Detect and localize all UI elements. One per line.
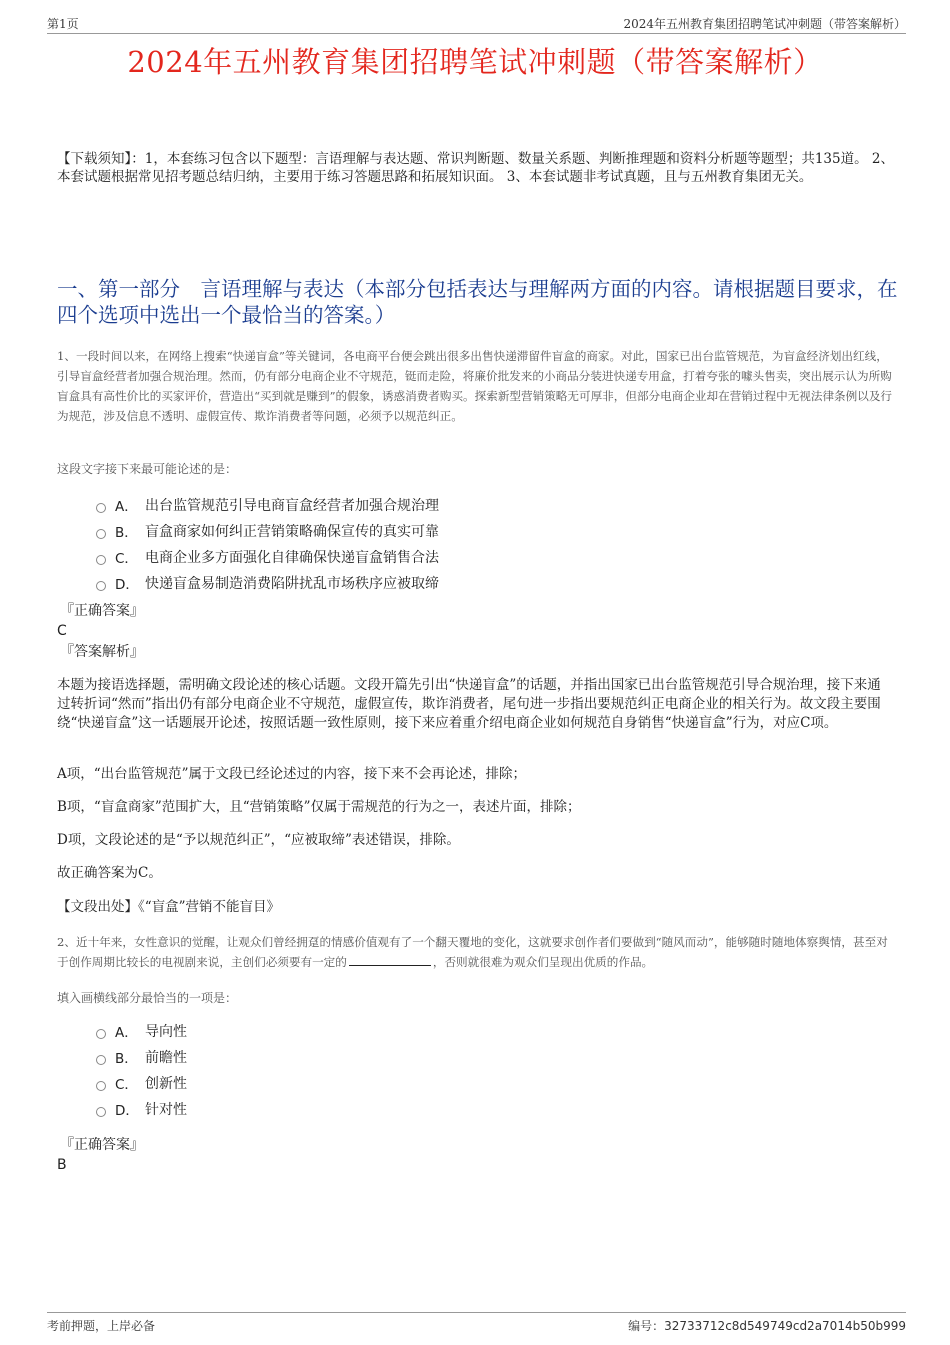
analysis-paragraph: 本题为接语选择题，需明确文段论述的核心话题。文段开篇先引出“快递盲盒”的话题，并指出国家已出台监管规范引导合规治理，接下来通过转折词“然而”指出仍有部分电商企业不守规范，虚假宣传，欺诈消费者，尾句进一步指出要规范纠正电商企业的相关行为。故文段主要围绕“快递盲盒”这一话题展开论述，按照话题一致性原则，接下来应着重介绍电商企业如何规范自身销售“快递盲盒”行为，对应C项。 — [57, 677, 881, 731]
radio-icon[interactable] — [96, 503, 106, 513]
stem-text: 2、近十年来，女性意识的觉醒，让观众们曾经拥趸的情感价值观有了一个翻天覆地的变化，这就要求创作者们要做到“随风而动”，能够随时随地体察舆情，甚至对于创作周期比较长的电视剧来说，主创们必须要有一定的 — [57, 935, 888, 969]
option-text: 出台监管规范引导电商盲盒经营者加强合规治理 — [145, 498, 439, 514]
answer-value: B — [57, 1157, 67, 1173]
analysis-label: 『答案解析』 — [60, 644, 144, 660]
option-key: C． — [115, 551, 138, 567]
question-2-options — [96, 1018, 187, 1122]
fill-blank — [349, 953, 431, 966]
answer-label: 『正确答案』 — [60, 603, 144, 619]
option-key: D． — [115, 1103, 139, 1119]
analysis-paragraph: A项，“出台监管规范”属于文段已经论述过的内容，接下来不会再论述，排除； — [57, 766, 527, 782]
analysis-paragraph: B项，“盲盒商家”范围扩大，且“营销策略”仅属于需规范的行为之一，表述片面，排除； — [57, 799, 581, 815]
option-b[interactable] — [96, 518, 439, 544]
option-a[interactable] — [96, 1018, 187, 1044]
option-c[interactable] — [96, 544, 439, 570]
option-text: 前瞻性 — [145, 1050, 187, 1066]
page-number: 第1页 — [47, 17, 79, 31]
radio-icon[interactable] — [96, 1055, 106, 1065]
header-doc-title: 2024年五州教育集团招聘笔试冲刺题（带答案解析） — [623, 17, 906, 31]
option-d[interactable] — [96, 570, 439, 596]
footer-slogan: 考前押题，上岸必备 — [47, 1319, 156, 1333]
code-value: 32733712c8d549749cd2a7014b50b999 — [664, 1319, 906, 1333]
stem-text: ，否则就很难为观众们呈现出优质的作品。 — [432, 955, 654, 969]
analysis-conclusion: 故正确答案为C。 — [57, 865, 162, 881]
page-footer — [47, 1312, 906, 1333]
option-text: 创新性 — [145, 1076, 187, 1092]
download-notice: 【下载须知】：1，本套练习包含以下题型：言语理解与表达题、常识判断题、数量关系题、判断推理题和资料分析题等题型；共135道。 2、本套试题根据常见招考题总结归纳，主要用于练习答题思路和拓展知识面。 3、本套试题非考试真题，且与五州教育集团无关。 — [57, 151, 894, 185]
text-source: 【文段出处】《“盲盒”营销不能盲目》 — [57, 899, 281, 915]
option-b[interactable] — [96, 1044, 187, 1070]
page-header — [47, 15, 906, 34]
answer-label: 『正确答案』 — [60, 1137, 144, 1153]
option-key: A． — [115, 1025, 138, 1041]
radio-icon[interactable] — [96, 1029, 106, 1039]
option-text: 盲盒商家如何纠正营销策略确保宣传的真实可靠 — [145, 524, 439, 540]
option-text: 导向性 — [145, 1024, 187, 1040]
document-title: 2024年五州教育集团招聘笔试冲刺题（带答案解析） — [127, 45, 823, 79]
code-label: 编号： — [628, 1319, 665, 1333]
option-key: B． — [115, 525, 138, 541]
question-1-prompt: 这段文字接下来最可能论述的是： — [57, 462, 238, 476]
option-c[interactable] — [96, 1070, 187, 1096]
radio-icon[interactable] — [96, 1081, 106, 1091]
option-key: B． — [115, 1051, 138, 1067]
option-text: 针对性 — [145, 1102, 187, 1118]
question-1-stem: 1、一段时间以来，在网络上搜索“快递盲盒”等关键词，各电商平台便会跳出很多出售快递滞留件盲盒的商家。对此，国家已出台监管规范，为盲盒经济划出红线，引导盲盒经营者加强合规治理。然而，仍有部分电商企业不守规范，铤而走险，将廉价批发来的小商品分装进快递专用盒，打着夸张的噱头售卖，突出展示认为所购盲盒具有高性价比的买家评价，营造出“买到就是赚到”的假象，诱惑消费者购买。探索新型营销策略无可厚非，但部分电商企业却在营销过程中无视法律条例以及行为规范，涉及信息不透明、虚假宣传、欺诈消费者等问题，必须予以规范纠正。 — [57, 349, 893, 423]
radio-icon[interactable] — [96, 555, 106, 565]
question-2-stem — [57, 932, 897, 972]
radio-icon[interactable] — [96, 529, 106, 539]
option-key: A． — [115, 499, 138, 515]
analysis-paragraph: D项，文段论述的是“予以规范纠正”，“应被取缔”表述错误，排除。 — [57, 832, 460, 848]
question-2-prompt: 填入画横线部分最恰当的一项是： — [57, 991, 238, 1005]
option-text: 快递盲盒易制造消费陷阱扰乱市场秩序应被取缔 — [145, 576, 439, 592]
section-heading: 一、第一部分 言语理解与表达（本部分包括表达与理解两方面的内容。请根据题目要求，在四个选项中选出一个最恰当的答案。） — [57, 277, 898, 327]
option-key: C． — [115, 1077, 138, 1093]
radio-icon[interactable] — [96, 1107, 106, 1117]
radio-icon[interactable] — [96, 581, 106, 591]
option-text: 电商企业多方面强化自律确保快递盲盒销售合法 — [145, 550, 439, 566]
question-1-options — [96, 492, 439, 596]
document-code — [628, 1317, 906, 1334]
answer-value: C — [57, 623, 67, 639]
option-a[interactable] — [96, 492, 439, 518]
option-key: D． — [115, 577, 139, 593]
option-d[interactable] — [96, 1096, 187, 1122]
